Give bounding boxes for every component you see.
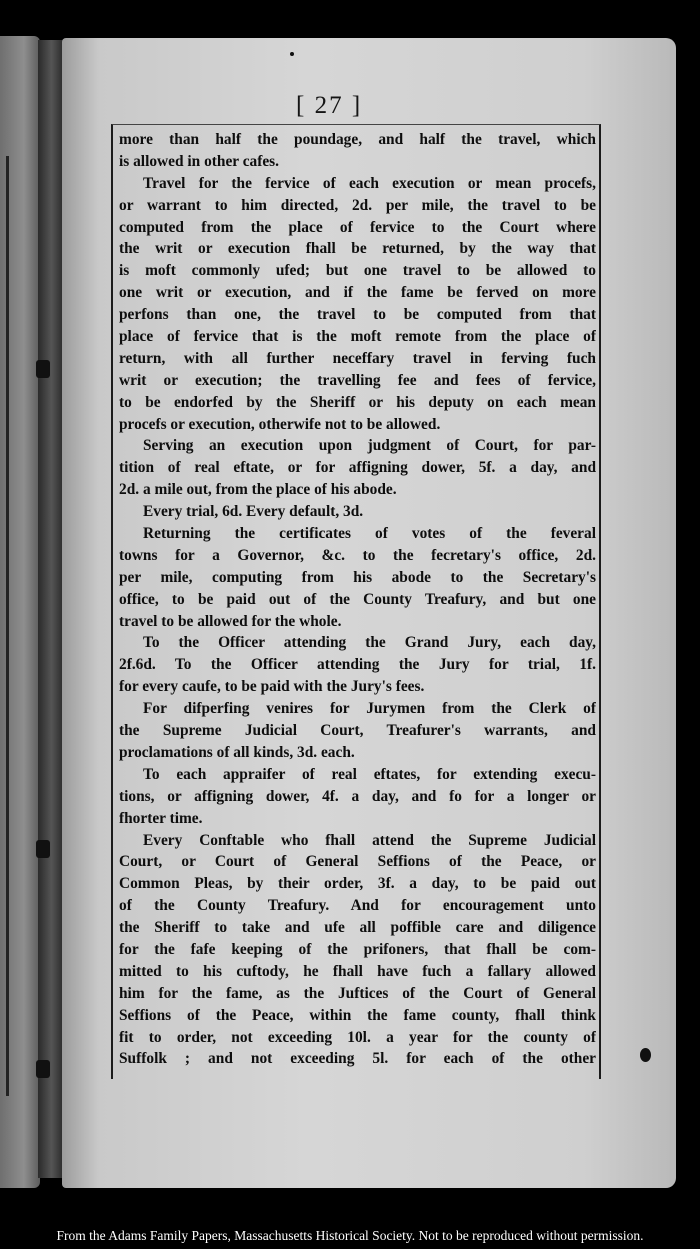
text-line: one writ or execution, and if the fame be ferved on more bbox=[119, 284, 596, 302]
text-line: Serving an execution upon judgment of Court, for par- bbox=[143, 437, 596, 455]
text-line: fit to order, not exceeding 10l. a year for the county of bbox=[119, 1028, 596, 1046]
text-line: for the fafe keeping of the prifoners, that fhall be com- bbox=[119, 940, 596, 958]
text-line: to be endorfed by the Sheriff or his deputy on each mean bbox=[119, 393, 596, 411]
text-line: tition of real eftate, or for affigning dower, 5f. a day, and bbox=[119, 459, 596, 477]
text-line: return, with all further neceffary travel in ferving fuch bbox=[119, 349, 596, 367]
text-line: the Sheriff to take and ufe all poffible care and diligence bbox=[119, 919, 596, 937]
text-line: Every Conftable who fhall attend the Supreme Judicial bbox=[143, 831, 596, 849]
text-line: Travel for the fervice of each execution or mean procefs, bbox=[143, 174, 596, 192]
ink-speck bbox=[290, 52, 294, 56]
text-line: writ or execution; the travelling fee and fees of fervice, bbox=[119, 371, 596, 389]
text-line: or warrant to him directed, 2d. per mile, the travel to be bbox=[119, 196, 596, 214]
text-line: Common Pleas, by their order, 3f. a day, to be paid out bbox=[119, 875, 596, 893]
text-line: is allowed in other cafes. bbox=[119, 152, 280, 170]
copyright-footer: From the Adams Family Papers, Massachusetts Historical Society. Not to be reproduced without permission. bbox=[56, 1228, 644, 1243]
text-line: Court, or Court of General Seffions of the Peace, or bbox=[119, 853, 596, 871]
page-number: [ 27 ] bbox=[296, 92, 363, 119]
text-line: tions, or affigning dower, 4f. a day, and fo for a longer or bbox=[119, 787, 596, 805]
text-block bbox=[111, 124, 601, 1079]
text-line: 2d. a mile out, from the place of his abode. bbox=[119, 481, 397, 499]
text-line: the writ or execution fhall be returned, by the way that bbox=[119, 240, 596, 258]
ink-blot bbox=[640, 1048, 651, 1062]
binding-clip-top bbox=[36, 360, 50, 378]
left-page-rule bbox=[6, 156, 9, 1096]
left-page-edge bbox=[0, 36, 40, 1188]
text-line: For difperfing venires for Jurymen from the Clerk of bbox=[143, 700, 596, 718]
text-line: place of fervice that is the moft remote from the place of bbox=[119, 328, 596, 346]
text-line: perfons than one, the travel to be computed from that bbox=[119, 306, 596, 324]
text-line: for every caufe, to be paid with the Jury's fees. bbox=[119, 678, 425, 696]
text-line: proclamations of all kinds, 3d. each. bbox=[119, 743, 355, 761]
text-line: is moft commonly ufed; but one travel to be allowed to bbox=[119, 262, 596, 280]
text-line: computed from the place of fervice to the Court where bbox=[119, 218, 596, 236]
text-line: towns for a Governor, &c. to the fecretary's office, 2d. bbox=[119, 546, 596, 564]
text-line: mitted to his cuftody, he fhall have fuch a fallary allowed bbox=[119, 962, 596, 980]
text-line: more than half the poundage, and half the travel, which bbox=[119, 131, 596, 148]
text-line: Every trial, 6d. Every default, 3d. bbox=[143, 503, 364, 521]
text-line: fhorter time. bbox=[119, 809, 203, 827]
text-line: the Supreme Judicial Court, Treafurer's warrants, and bbox=[119, 722, 596, 740]
text-line: To the Officer attending the Grand Jury, each day, bbox=[143, 634, 596, 652]
text-line: him for the fame, as the Juftices of the Court of General bbox=[119, 984, 596, 1002]
text-line: Returning the certificates of votes of the feveral bbox=[143, 525, 596, 543]
text-line: office, to be paid out of the County Treafury, and but one bbox=[119, 590, 596, 608]
text-line: procefs or execution, otherwife not to be allowed. bbox=[119, 415, 441, 433]
text-line: To each appraifer of real eftates, for extending execu- bbox=[143, 765, 596, 783]
binding-clip-bottom bbox=[36, 1060, 50, 1078]
text-line: Seffions of the Peace, within the fame county, fhall think bbox=[119, 1006, 596, 1024]
text-line: Suffolk ; and not exceeding 5l. for each of the other bbox=[119, 1050, 596, 1068]
text-line: 2f.6d. To the Officer attending the Jury for trial, 1f. bbox=[119, 656, 596, 674]
text-line: travel to be allowed for the whole. bbox=[119, 612, 342, 630]
text-line: of the County Treafury. And for encouragement unto bbox=[119, 897, 596, 915]
binding-clip-middle bbox=[36, 840, 50, 858]
text-line: per mile, computing from his abode to the Secretary's bbox=[119, 568, 596, 586]
